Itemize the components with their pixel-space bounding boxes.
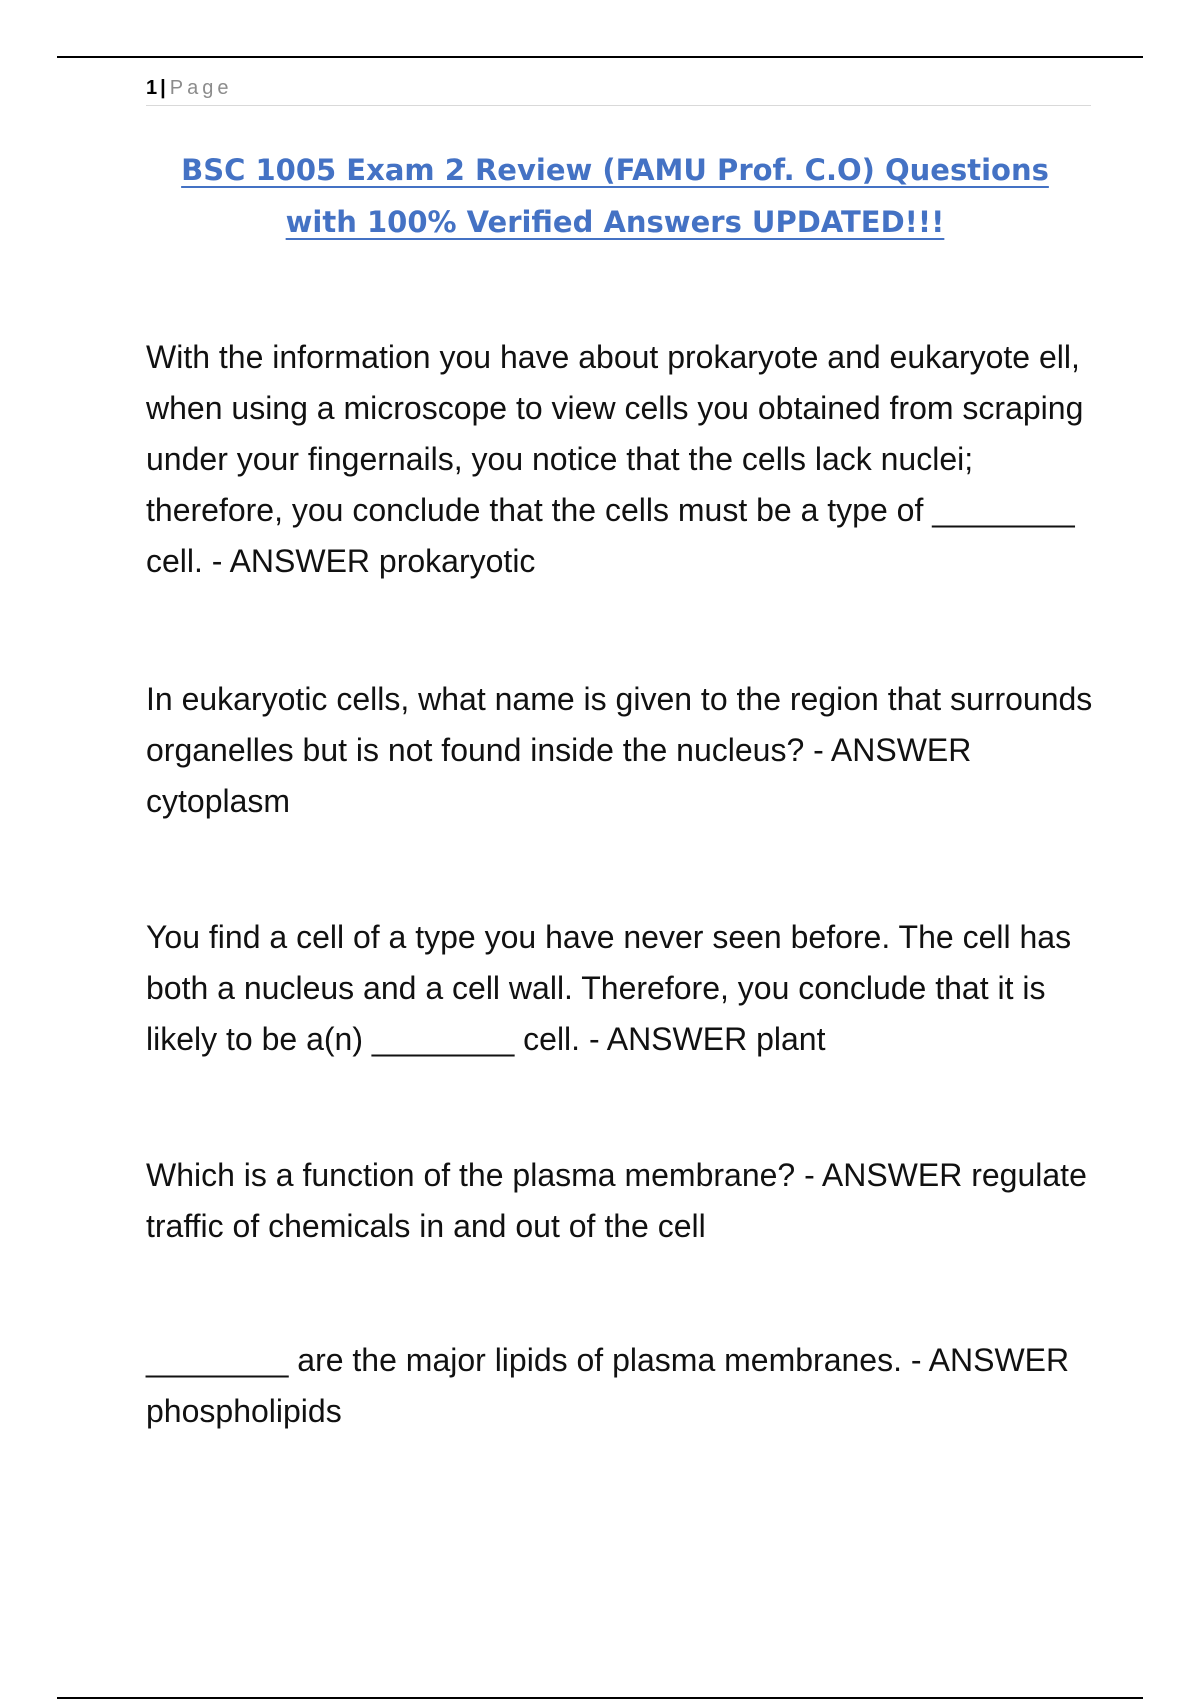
- document-title: [120, 144, 1110, 248]
- question-answer-5: ________ are the major lipids of plasma membranes. - ANSWER phospholipids: [146, 1342, 1070, 1429]
- title-line-1: BSC 1005 Exam 2 Review (FAMU Prof. C.O) Questions: [181, 153, 1049, 187]
- title-line-2: with 100% Verified Answers UPDATED!!!: [285, 205, 945, 239]
- bottom-rule: [57, 1697, 1143, 1699]
- page-number: 1: [146, 77, 158, 99]
- question-answer-2: In eukaryotic cells, what name is given to the region that surrounds organelles but is not found inside the nucleus? - ANSWER cytoplasm: [146, 681, 1093, 819]
- page-separator: |: [160, 77, 166, 99]
- question-answer-4: Which is a function of the plasma membrane? - ANSWER regulate traffic of chemicals in and out of the cell: [146, 1157, 1087, 1244]
- question-answer-3: You find a cell of a type you have never seen before. The cell has both a nucleus and a cell wall. Therefore, you conclude that it is likely to be a(n) ________ cell. - ANSWER plant: [146, 919, 1072, 1057]
- page-header: [146, 75, 1091, 106]
- top-rule: [57, 56, 1143, 58]
- page-label: Page: [169, 77, 233, 99]
- question-answer-1: With the information you have about prokaryote and eukaryote ell, when using a microscope to view cells you obtained from scraping under your fingernails, you notice that the cells lack nuclei; therefore, you conclude that the cells must be a type of ________ cell. - ANSWER prokaryotic: [146, 339, 1084, 579]
